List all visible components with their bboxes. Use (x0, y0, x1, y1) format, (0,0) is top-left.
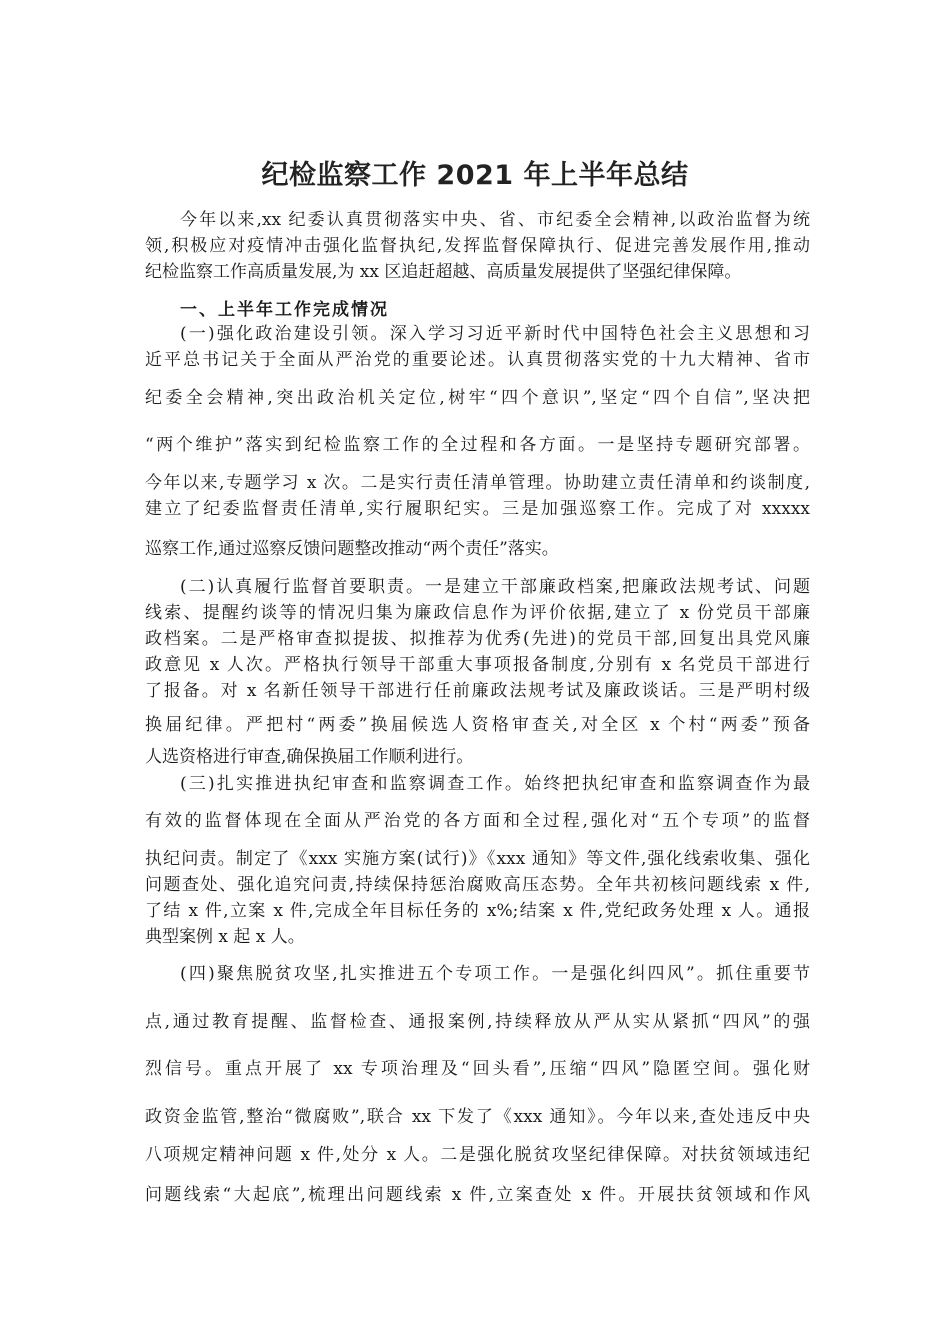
text-line: 巡察工作,通过巡察反馈问题整改推动“两个责任”落实。 (145, 539, 559, 559)
text-line: 问题线索“大起底”,梳理出问题线索 x 件,立案查处 x 件。开展扶贫领域和作风 (145, 1185, 810, 1205)
text-line: 线索、提醒约谈等的情况归集为廉政信息作为评价依据,建立了 x 份党员干部廉 (145, 603, 810, 623)
text-line: 政档案。二是严格审查拟提拔、拟推荐为优秀(先进)的党员干部,回复出具党风廉 (145, 629, 810, 649)
text-line: “两个维护”落实到纪检监察工作的全过程和各方面。一是坚持专题研究部署。 (145, 435, 810, 455)
text-line: 执纪问责。制定了《xxx 实施方案(试行)》《xxx 通知》等文件,强化线索收集、强化 (145, 849, 810, 869)
text-line: 有效的监督体现在全面从严治党的各方面和全过程,强化对“五个专项”的监督 (145, 811, 810, 831)
text-line: 问题查处、强化追究问责,持续保持惩治腐败高压态势。全年共初核问题线索 x 件, (145, 875, 810, 895)
text-line: 典型案例 x 起 x 人。 (145, 927, 305, 947)
text-line: 八项规定精神问题 x 件,处分 x 人。二是强化脱贫攻坚纪律保障。对扶贫领域违纪 (145, 1145, 810, 1165)
text-line: 换届纪律。严把村“两委”换届候选人资格审查关,对全区 x 个村“两委”预备 (145, 715, 810, 735)
document-title: 纪检监察工作 2021 年上半年总结 (261, 160, 689, 191)
section-heading: 一、上半年工作完成情况 (180, 300, 389, 320)
text-line: 烈信号。重点开展了 xx 专项治理及“回头看”,压缩“四风”隐匿空间。强化财 (145, 1059, 810, 1079)
text-line: 纪检监察工作高质量发展,为 xx 区追赶超越、高质量发展提供了坚强纪律保障。 (145, 262, 742, 282)
text-line: 今年以来,专题学习 x 次。二是实行责任清单管理。协助建立责任清单和约谈制度, (145, 473, 810, 493)
text-line: 建立了纪委监督责任清单,实行履职纪实。三是加强巡察工作。完成了对 xxxxx (145, 499, 810, 519)
text-line: 纪委全会精神,突出政治机关定位,树牢“四个意识”,坚定“四个自信”,坚决把 (145, 388, 810, 408)
text-line: 今年以来,xx 纪委认真贯彻落实中央、省、市纪委全会精神,以政治监督为统 (180, 210, 810, 230)
text-line: 了结 x 件,立案 x 件,完成全年目标任务的 x%;结案 x 件,党纪政务处理 x 人。通报 (145, 901, 810, 921)
text-line: 领,积极应对疫情冲击强化监督执纪,发挥监督保障执行、促进完善发展作用,推动 (145, 236, 810, 256)
text-line: (二)认真履行监督首要职责。一是建立干部廉政档案,把廉政法规考试、问题 (180, 577, 810, 597)
text-line: 政资金监管,整治“微腐败”,联合 xx 下发了《xxx 通知》。今年以来,查处违反中央 (145, 1107, 810, 1127)
text-line: (一)强化政治建设引领。深入学习习近平新时代中国特色社会主义思想和习 (180, 324, 810, 344)
text-line: 近平总书记关于全面从严治党的重要论述。认真贯彻落实党的十九大精神、省市 (145, 350, 810, 370)
text-line: 人选资格进行审查,确保换届工作顺利进行。 (145, 747, 474, 767)
text-line: 了报备。对 x 名新任领导干部进行任前廉政法规考试及廉政谈话。三是严明村级 (145, 681, 810, 701)
text-line: (四)聚焦脱贫攻坚,扎实推进五个专项工作。一是强化纠四风”。抓住重要节 (180, 964, 810, 984)
text-line: (三)扎实推进执纪审查和监察调查工作。始终把执纪审查和监察调查作为最 (180, 774, 810, 794)
text-line: 政意见 x 人次。严格执行领导干部重大事项报备制度,分别有 x 名党员干部进行 (145, 655, 810, 675)
text-line: 点,通过教育提醒、监督检查、通报案例,持续释放从严从实从紧抓“四风”的强 (145, 1012, 810, 1032)
